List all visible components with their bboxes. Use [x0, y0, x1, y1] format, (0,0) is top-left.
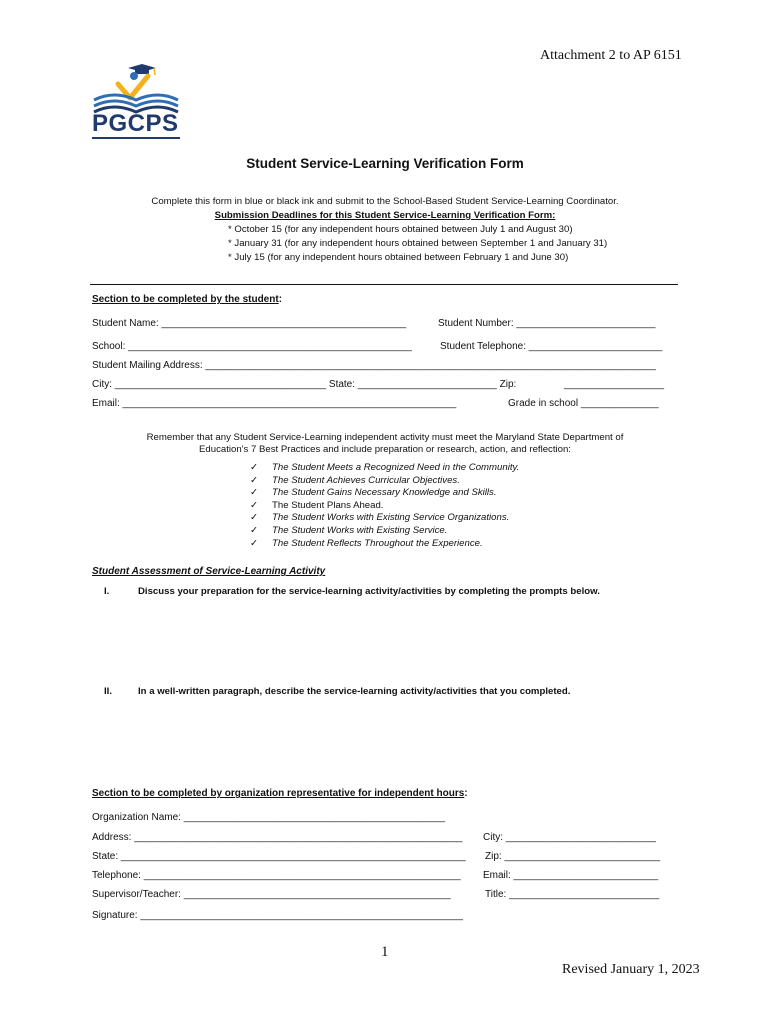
logo-underline — [92, 137, 180, 139]
deadline-item: * July 15 (for any independent hours obtained between February 1 and June 30) — [228, 252, 569, 263]
student-number-field[interactable]: Student Number: _________________________ — [438, 318, 656, 329]
deadline-item: * October 15 (for any independent hours obtained between July 1 and August 30) — [228, 224, 573, 235]
org-city-field[interactable]: City: ___________________________ — [483, 832, 656, 843]
checkmark-icon: ✓ — [250, 524, 259, 536]
prompt-text: Discuss your preparation for the service-learning activity/activities by completing the prompts below. — [138, 586, 600, 597]
checkmark-icon: ✓ — [250, 474, 259, 486]
org-section-heading: Section to be completed by organization representative for independent hours: — [92, 788, 468, 799]
zip-field[interactable]: __________________ — [564, 379, 665, 390]
org-zip-field[interactable]: Zip: ____________________________ — [485, 851, 661, 862]
best-practice-item: ✓ The Student Plans Ahead. — [250, 499, 384, 511]
student-section-heading: Section to be completed by the student: — [92, 294, 283, 305]
grade-field[interactable]: Grade in school ______________ — [508, 398, 659, 409]
reminder-line-1: Remember that any Student Service-Learning independent activity must meet the Maryland State Department of — [146, 432, 624, 443]
page-title: Student Service-Learning Verification Form — [246, 156, 524, 171]
best-practice-item: ✓ The Student Works with Existing Service Organizations. — [250, 512, 510, 524]
activity-description-area[interactable] — [92, 702, 680, 780]
preparation-response-area[interactable] — [92, 602, 680, 678]
org-telephone-field[interactable]: Telephone: _________________________________________________________ — [92, 870, 461, 881]
signature-field[interactable]: Signature: __________________________________________________________ — [92, 910, 463, 921]
school-field[interactable]: School: ___________________________________________________ — [92, 341, 412, 352]
student-name-field[interactable]: Student Name: ____________________________________________ — [92, 318, 407, 329]
section-divider — [90, 284, 678, 285]
prompt-text: In a well-written paragraph, describe the service-learning activity/activities that you completed. — [138, 686, 571, 697]
prompt-number: I. — [104, 586, 110, 597]
deadline-item: * January 31 (for any independent hours obtained between September 1 and January 31) — [228, 238, 608, 249]
mailing-address-field[interactable]: Student Mailing Address: _________________________________________________________________________________ — [92, 360, 656, 371]
instructions-text: Complete this form in blue or black ink and submit to the School-Based Student Service-Learning Coordinator. — [151, 196, 619, 207]
title-field[interactable]: Title: ___________________________ — [485, 889, 660, 900]
checkmark-icon: ✓ — [250, 512, 259, 524]
supervisor-field[interactable]: Supervisor/Teacher: ________________________________________________ — [92, 889, 451, 900]
best-practice-item: ✓ The Student Works with Existing Service. — [250, 524, 448, 536]
best-practices-list — [250, 462, 519, 550]
best-practice-item: ✓ The Student Gains Necessary Knowledge and Skills. — [250, 487, 497, 499]
revised-date: Revised January 1, 2023 — [562, 962, 700, 977]
checkmark-icon: ✓ — [250, 537, 259, 549]
checkmark-icon: ✓ — [250, 487, 259, 499]
org-address-field[interactable]: Address: ___________________________________________________________ — [92, 832, 463, 843]
city-state-zip-field[interactable]: City: ______________________________________ State: _________________________ Zip: — [92, 379, 517, 390]
attachment-label: Attachment 2 to AP 6151 — [540, 48, 682, 63]
reminder-line-2: Education's 7 Best Practices and include preparation or research, action, and reflection: — [199, 444, 571, 455]
deadlines-heading: Submission Deadlines for this Student Service-Learning Verification Form: — [214, 210, 556, 221]
org-email-field[interactable]: Email: __________________________ — [483, 870, 659, 881]
pgcps-logo-text: PGCPS — [92, 110, 179, 137]
prompt-number: II. — [104, 686, 112, 697]
assessment-heading: Student Assessment of Service-Learning Activity — [92, 566, 326, 577]
checkmark-icon: ✓ — [250, 462, 259, 473]
student-telephone-field[interactable]: Student Telephone: ________________________ — [440, 341, 663, 352]
organization-name-field[interactable]: Organization Name: _______________________________________________ — [92, 812, 446, 823]
deadlines-list — [228, 223, 607, 265]
pgcps-logo — [88, 60, 184, 140]
best-practice-item: ✓ The Student Meets a Recognized Need in the Community. — [250, 462, 520, 473]
best-practice-item: ✓ The Student Achieves Curricular Objectives. — [250, 474, 460, 486]
org-state-field[interactable]: State: ______________________________________________________________ — [92, 851, 466, 862]
checkmark-icon: ✓ — [250, 499, 259, 511]
best-practice-item: ✓ The Student Reflects Throughout the Experience. — [250, 537, 483, 549]
email-field[interactable]: Email: ____________________________________________________________ — [92, 398, 457, 409]
page-number: 1 — [381, 944, 389, 960]
